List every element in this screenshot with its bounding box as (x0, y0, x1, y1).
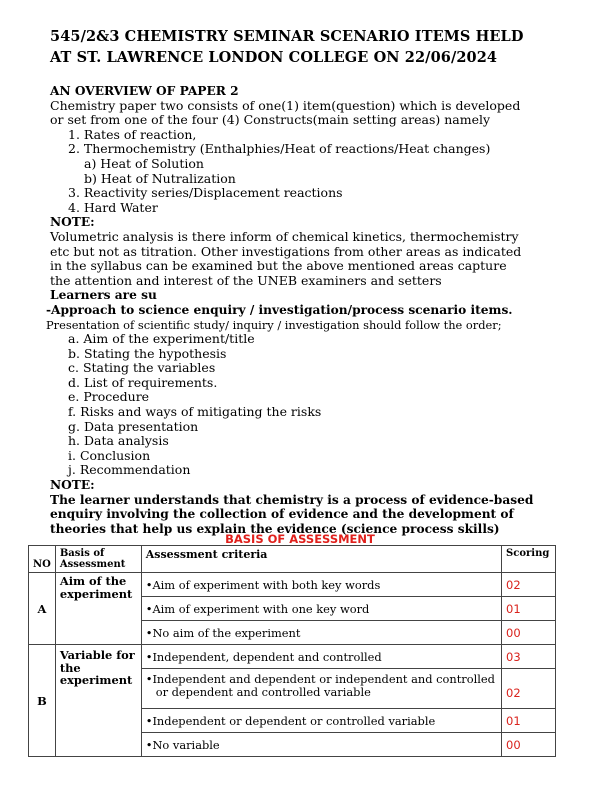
basis-line: experiment (59, 586, 133, 601)
overview-text-line: Chemistry paper two consists of one(1) item(question) which is developed (50, 97, 521, 113)
score-cell: 02 (502, 573, 556, 597)
criteria-cell: • Aim of experiment with one key word (141, 597, 501, 621)
score-cell: 01 (502, 709, 556, 733)
construct-item: 2. Thermochemistry (Enthalphies/Heat of reactions/Heat changes) (68, 141, 491, 157)
score-cell: 00 (502, 621, 556, 645)
order-item: b. Stating the hypothesis (68, 345, 227, 361)
note-bold-line: The learner understands that chemistry is a process of evidence-based (50, 492, 534, 507)
construct-item: 4. Hard Water (68, 199, 158, 215)
score-cell: 01 (502, 597, 556, 621)
criteria-cell: • No aim of the experiment (141, 621, 501, 645)
basis-of-assessment-title: BASIS OF ASSESSMENT (225, 532, 375, 546)
header-basis-line: Assessment (59, 559, 126, 570)
note-text-line: Volumetric analysis is there inform of chemical kinetics, thermochemistry (50, 228, 519, 244)
basis-line: Variable for (59, 648, 135, 662)
score-cell: 03 (502, 645, 556, 669)
header-criteria: Assessment criteria (141, 546, 501, 573)
note-bold-line: theories that help us explain the evidence (science process skills) (50, 521, 500, 536)
approach-line: -Approach to science enquiry / investigation/process scenario items. (46, 302, 513, 317)
order-item: d. List of requirements. (68, 374, 218, 390)
criteria-cell: • Independent, dependent and controlled (141, 645, 501, 669)
title-line-1: 545/2&3 CHEMISTRY SEMINAR SCENARIO ITEMS HELD (50, 28, 524, 45)
criteria-cell (141, 669, 501, 709)
learners-line: Learners are su (50, 288, 157, 303)
basis-line: Aim of the (59, 574, 127, 588)
order-item: a. Aim of the experiment/title (68, 331, 255, 347)
score-cell: 00 (502, 733, 556, 757)
order-item: j. Recommendation (68, 462, 191, 478)
score-cell: 02 (502, 669, 556, 709)
note-heading: NOTE: (50, 478, 95, 493)
note-text-line: etc but not as titration. Other investigations from other areas as indicated (50, 243, 522, 259)
criteria-cell: • No variable (141, 733, 501, 757)
note-heading: NOTE: (50, 215, 95, 230)
order-item: g. Data presentation (68, 418, 199, 434)
construct-item: 3. Reactivity series/Displacement reactions (68, 185, 343, 201)
basis-line: the (59, 660, 81, 675)
header-basis (55, 546, 141, 573)
criteria-line: or dependent and controlled variable (155, 685, 371, 699)
table-header-row (29, 546, 556, 573)
criteria-line: • Independent and dependent or independent and controlled (146, 673, 497, 686)
criteria-cell: • Aim of experiment with both key words (141, 573, 501, 597)
criteria-cell: • Independent or dependent or controlled variable (141, 709, 501, 733)
title-line-2: AT ST. LAWRENCE LONDON COLLEGE ON 22/06/2024 (50, 49, 498, 66)
table-row (29, 645, 556, 669)
construct-subitem: b) Heat of Nutralization (84, 170, 236, 186)
order-item: e. Procedure (68, 389, 150, 405)
construct-subitem: a) Heat of Solution (84, 155, 204, 171)
document-title (50, 26, 570, 68)
overview-text-line: or set from one of the four (4) Constructs(main setting areas) namely (50, 112, 491, 128)
order-item: c. Stating the variables (68, 360, 216, 376)
basis-variable (55, 645, 141, 757)
overview-heading: AN OVERVIEW OF PAPER 2 (50, 84, 239, 98)
note-text-line: in the syllabus can be examined but the above mentioned areas capture (50, 258, 507, 274)
basis-line: experiment (59, 673, 133, 688)
assessment-table (28, 545, 556, 757)
header-no: NO (29, 546, 56, 573)
order-item: f. Risks and ways of mitigating the risks (68, 404, 322, 420)
header-scoring: Scoring (502, 546, 556, 573)
presentation-line: Presentation of scientific study/ inquiry / investigation should follow the order; (46, 317, 502, 332)
construct-item: 1. Rates of reaction, (68, 126, 197, 142)
order-item: i. Conclusion (68, 447, 151, 463)
note-text-line: the attention and interest of the UNEB examiners and setters (50, 272, 442, 288)
basis-aim (55, 573, 141, 645)
note-bold-line: enquiry involving the collection of evidence and the development of (50, 507, 514, 522)
table-row (29, 573, 556, 597)
row-label-b: B (29, 645, 56, 757)
row-label-a: A (29, 573, 56, 645)
header-basis-line: Basis of (59, 548, 105, 559)
overview-section (46, 84, 550, 536)
order-item: h. Data analysis (68, 433, 169, 449)
